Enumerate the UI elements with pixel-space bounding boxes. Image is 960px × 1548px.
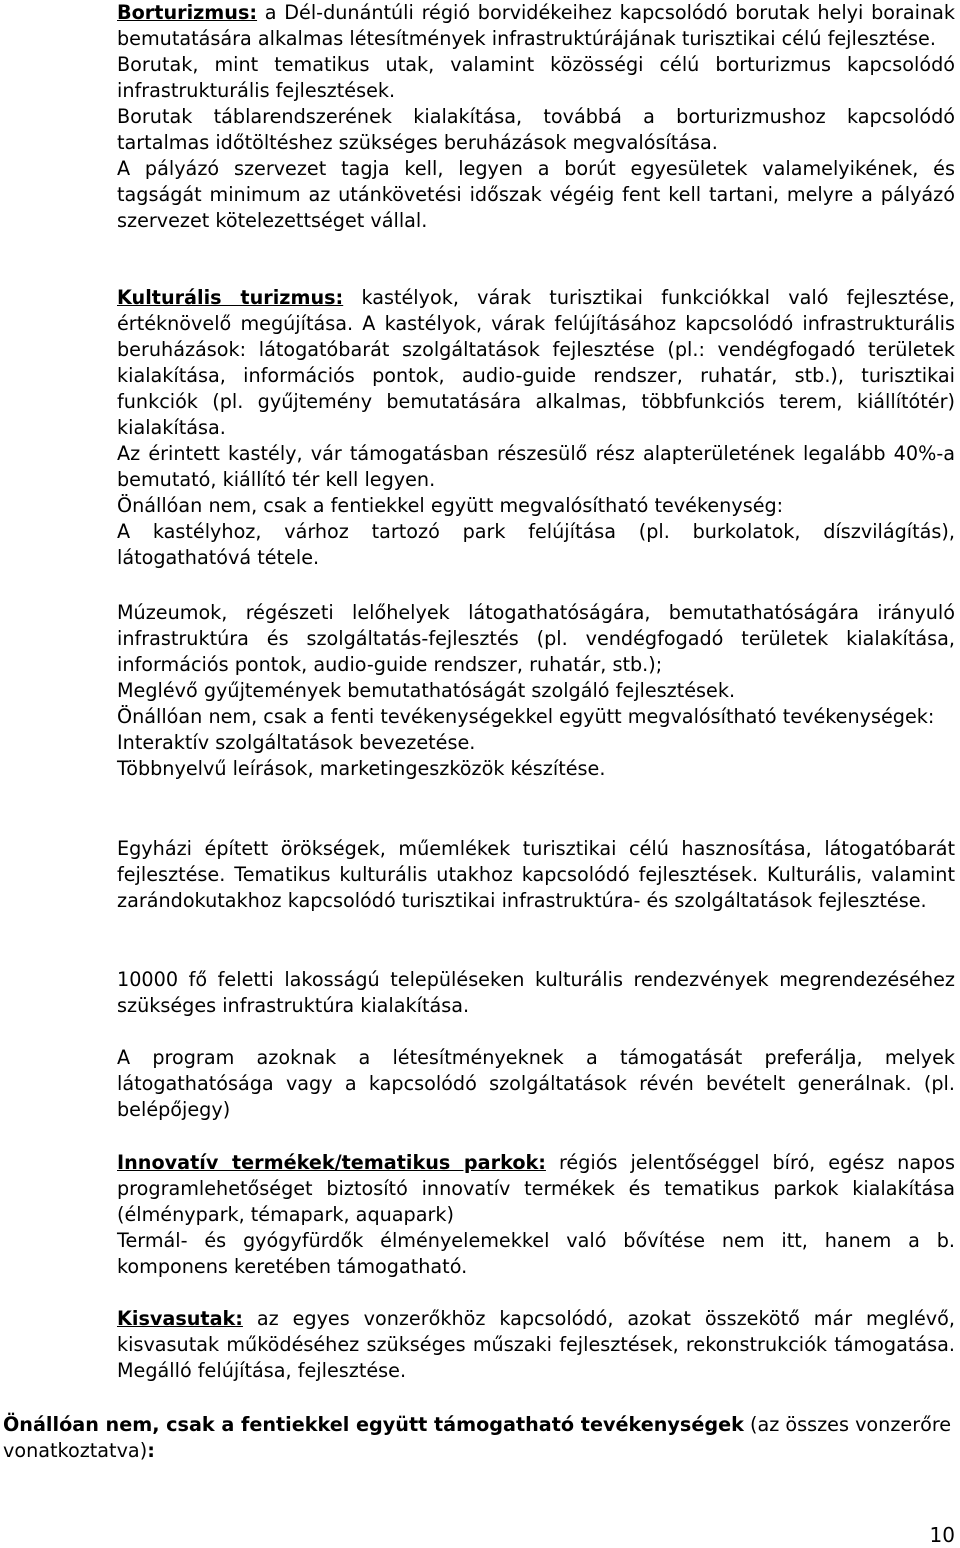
kulturalis-lead: kastélyok, várak turisztikai funkciókkal való fejlesztése, értéknövelő megújítása. A kastélyok, várak felújításához kapcsolódó infrastrukturális beruházások: látogatóbarát szolgáltatások fejlesztése (pl.: vendégfogadó területek kialakítása, információs pontok, audio-guide rendszer, ruhatár, stb.), turisztikai funkciók (pl. gyűjtemény bemutatására alkalmas, többfunkciós terem, kiállítótér) kialakítása. [117, 286, 955, 439]
onalloan-bold: Önállóan nem, csak a fentiekkel együtt támogatható tevékenységek [3, 1413, 744, 1436]
onalloan-paragraph [3, 1412, 955, 1464]
section-program [117, 1045, 955, 1123]
kisvasutak-lead: az egyes vonzerőkhöz kapcsolódó, azokat összekötő már meglévő, kisvasutak működéséhez szükséges műszaki fejlesztések, rekonstrukciók támogatása. Megálló felújítása, fejlesztése. [117, 1307, 955, 1382]
borturizmus-paragraph [117, 0, 955, 52]
innovativ-lead: régiós jelentőséggel bíró, egész napos programlehetőséget biztosító innovatív termékek és tematikus parkok kialakítása (élménypark, témapark, aquapark) [117, 1151, 955, 1226]
muzeumok-p2: Meglévő gyűjtemények bemutathatóságát szolgáló fejlesztések. [117, 679, 736, 702]
section-innovativ [117, 1150, 955, 1280]
innovativ-heading: Innovatív termékek/tematikus parkok: [117, 1151, 546, 1174]
muzeumok-p3: Önállóan nem, csak a fenti tevékenységekkel együtt megvalósítható tevékenységek: [117, 705, 935, 728]
innovativ-p2: Termál- és gyógyfürdők élményelemekkel való bővítése nem itt, hanem a b. komponens keretében támogatható. [117, 1229, 955, 1278]
borturizmus-lead: a Dél-dunántúli régió borvidékeihez kapcsolódó borutak helyi borainak bemutatására alkalmas létesítmények infrastruktúrájának turisztikai célú fejlesztése. [117, 1, 955, 50]
section-egyhazi [117, 836, 955, 914]
rendezvenyek-p1: 10000 fő feletti lakosságú településeken kulturális rendezvények megrendezéséhez szükséges infrastruktúra kialakítása. [117, 968, 955, 1017]
program-p1: A program azoknak a létesítményeknek a támogatását preferálja, melyek látogathatósága vagy a kapcsolódó szolgáltatások révén bevételt generálnak. (pl. belépőjegy) [117, 1046, 955, 1121]
kulturalis-p2: Az érintett kastély, vár támogatásban részesülő rész alapterületének legalább 40%-a bemutató, kiállító tér kell legyen. [117, 442, 955, 491]
borturizmus-heading: Borturizmus: [117, 1, 258, 24]
kulturalis-heading: Kulturális turizmus: [117, 286, 344, 309]
onalloan-normal: (az összes vonzerőre vonatkoztatva) [3, 1413, 952, 1462]
muzeumok-p4: Interaktív szolgáltatások bevezetése. [117, 731, 476, 754]
muzeumok-p5: Többnyelvű leírások, marketingeszközök készítése. [117, 757, 606, 780]
kisvasutak-paragraph [117, 1306, 955, 1384]
kisvasutak-heading: Kisvasutak: [117, 1307, 243, 1330]
muzeumok-p1: Múzeumok, régészeti lelőhelyek látogathatóságára, bemutathatóságára irányuló infrastruktúra és szolgáltatás-fejlesztés (pl. vendégfogadó területek kialakítása, információs pontok, audio-guide rendszer, ruhatár, stb.); [117, 601, 955, 676]
innovativ-paragraph [117, 1150, 955, 1228]
page-number: 10 [929, 1523, 955, 1547]
kulturalis-p4: A kastélyhoz, várhoz tartozó park felújítása (pl. burkolatok, díszvilágítás), látogathatóvá tétele. [117, 520, 955, 569]
egyhazi-p1: Egyházi épített örökségek, műemlékek turisztikai célú hasznosítása, látogatóbarát fejlesztése. Tematikus kulturális utakhoz kapcsolódó fejlesztések. Kulturális, valamint zarándokutakhoz kapcsolódó turisztikai infrastruktúra- és szolgáltatások fejlesztése. [117, 837, 955, 912]
borturizmus-p2: Borutak, mint tematikus utak, valamint közösségi célú borturizmus kapcsolódó infrastrukturális fejlesztések. [117, 53, 955, 102]
section-rendezvenyek [117, 967, 955, 1019]
section-kulturalis [117, 285, 955, 571]
kulturalis-paragraph [117, 285, 955, 441]
section-onalloan [3, 1412, 955, 1464]
section-kisvasutak [117, 1306, 955, 1384]
borturizmus-p3: Borutak táblarendszerének kialakítása, továbbá a borturizmushoz kapcsolódó tartalmas időtöltéshez szükséges beruházások megvalósítása. [117, 105, 955, 154]
section-borturizmus [117, 0, 955, 234]
section-muzeumok [117, 600, 955, 782]
onalloan-colon: : [147, 1439, 155, 1462]
borturizmus-p4: A pályázó szervezet tagja kell, legyen a borút egyesületek valamelyikének, és tagságát minimum az utánkövetési időszak végéig fent kell tartani, melyre a pályázó szervezet kötelezettséget vállal. [117, 157, 955, 232]
kulturalis-p3: Önállóan nem, csak a fentiekkel együtt megvalósítható tevékenység: [117, 494, 784, 517]
